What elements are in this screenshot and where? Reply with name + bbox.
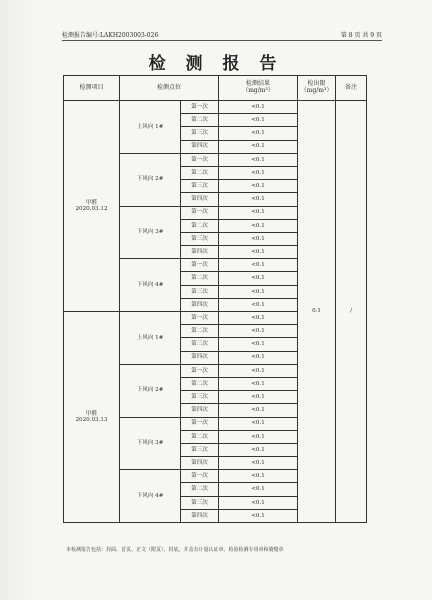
sample-value: <0.1 [219,166,298,179]
sample-value: <0.1 [219,140,298,153]
sample-value: <0.1 [219,219,298,232]
sample-time: 第四次 [181,457,219,470]
sample-value: <0.1 [219,417,298,430]
sample-time: 第一次 [181,417,219,430]
header-limit: 检出限 （mg/m³） [298,76,336,101]
sample-time: 第二次 [181,430,219,443]
point-name: 上风向 1# [120,312,181,365]
sample-time: 第二次 [181,483,219,496]
sample-time: 第四次 [181,351,219,364]
sample-time: 第三次 [181,338,219,351]
footer-note: 本检测报告包括：封面、首页、正文（附页）、封底，并盖有计量认证章、检验检测专用章和骑缝章 [66,547,284,553]
sample-value: <0.1 [219,193,298,206]
sample-time: 第四次 [181,404,219,417]
table-row [64,101,367,114]
sample-value: <0.1 [219,325,298,338]
sample-time: 第一次 [181,259,219,272]
sample-time: 第四次 [181,509,219,522]
sample-time: 第二次 [181,377,219,390]
point-name: 下风向 4# [120,259,181,312]
sample-value: <0.1 [219,457,298,470]
sample-value: <0.1 [219,483,298,496]
sample-value: <0.1 [219,364,298,377]
sample-time: 第二次 [181,166,219,179]
sample-time: 第二次 [181,114,219,127]
point-name: 下风向 3# [120,206,181,259]
sample-time: 第三次 [181,180,219,193]
sample-time: 第三次 [181,285,219,298]
sample-time: 第三次 [181,232,219,245]
sample-value: <0.1 [219,114,298,127]
page-header [0,26,432,38]
sample-value: <0.1 [219,272,298,285]
point-name: 下风向 2# [120,153,181,206]
sample-time: 第四次 [181,193,219,206]
sample-value: <0.1 [219,391,298,404]
sample-value: <0.1 [219,232,298,245]
sample-value: <0.1 [219,259,298,272]
sample-time: 第四次 [181,140,219,153]
sample-value: <0.1 [219,298,298,311]
sample-value: <0.1 [219,153,298,166]
header-rule [62,40,382,41]
sample-time: 第三次 [181,496,219,509]
page-title: 检 测 报 告 [148,54,284,74]
sample-time: 第二次 [181,325,219,338]
sample-time: 第四次 [181,246,219,259]
sample-value: <0.1 [219,180,298,193]
sample-value: <0.1 [219,285,298,298]
sample-value: <0.1 [219,496,298,509]
sample-value: <0.1 [219,377,298,390]
sample-value: <0.1 [219,246,298,259]
page-number: 第 8 页 共 9 页 [340,32,382,39]
sample-value: <0.1 [219,312,298,325]
point-name: 上风向 1# [120,101,181,154]
point-name: 下风向 3# [120,417,181,470]
sample-time: 第一次 [181,101,219,114]
sample-time: 第一次 [181,364,219,377]
item-cell [64,312,120,523]
sample-time: 第三次 [181,127,219,140]
report-number: 检测报告编号:LAKH2003003-026 [62,32,159,39]
results-table [63,75,367,523]
sample-time: 第二次 [181,272,219,285]
sample-time: 第二次 [181,219,219,232]
sample-value: <0.1 [219,338,298,351]
limit-value: 0.1 [298,101,336,523]
sample-value: <0.1 [219,101,298,114]
sample-value: <0.1 [219,127,298,140]
item-name: 甲醛 [85,410,98,417]
item-date: 2020.03.13 [75,417,108,423]
sample-value: <0.1 [219,404,298,417]
sample-time: 第一次 [181,206,219,219]
header-result: 检测结果 （mg/m³） [219,76,298,101]
sample-value: <0.1 [219,443,298,456]
results-body [64,101,367,523]
item-date: 2020.03.12 [75,206,108,212]
header-point: 检测点位 [120,76,219,101]
header-remark: 备注 [336,76,367,101]
point-name: 下风向 2# [120,364,181,417]
sample-time: 第三次 [181,391,219,404]
sample-time: 第一次 [181,153,219,166]
scan-shadow [0,0,36,600]
remark-value: / [336,101,367,523]
sample-time: 第一次 [181,312,219,325]
sample-value: <0.1 [219,509,298,522]
header-item: 检测项目 [64,76,120,101]
sample-value: <0.1 [219,351,298,364]
sample-value: <0.1 [219,430,298,443]
point-name: 下风向 4# [120,470,181,523]
item-name: 甲醛 [85,199,98,206]
sample-value: <0.1 [219,206,298,219]
sample-value: <0.1 [219,470,298,483]
item-cell [64,101,120,312]
sample-time: 第一次 [181,470,219,483]
sample-time: 第三次 [181,443,219,456]
sample-time: 第四次 [181,298,219,311]
